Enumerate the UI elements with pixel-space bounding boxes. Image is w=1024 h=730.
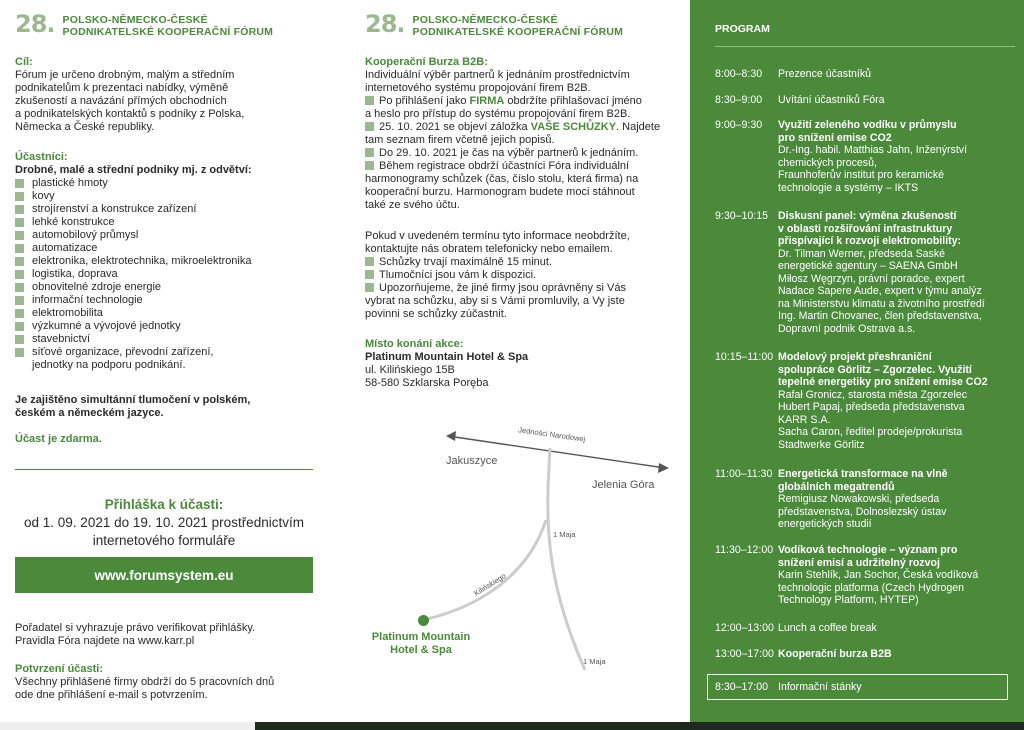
program-line: Hubert Papaj, předseda představenstva <box>778 401 965 413</box>
program-heading: PROGRAM <box>715 23 770 35</box>
ucastnici-heading: Účastníci: <box>15 151 68 163</box>
program-line: energetické agentury – SAENA GmbH <box>778 260 958 272</box>
list-item: stavebnictví <box>15 333 315 346</box>
cil-line: a podnikatelských kontaktů s podniky z Polska, <box>15 108 245 120</box>
program-time: 11:30–12:00 <box>715 544 774 556</box>
program-line: technologic platforma (Czech Hydrogen <box>778 581 965 594</box>
organizer-note: Pořadatel si vyhrazuje právo verifikovat přihlášky. Pravidla Fóra najdete na www.karr.pl <box>15 622 256 647</box>
program-line: Lunch a coffee break <box>778 622 877 634</box>
contact-section: Pokud v uvedeném termínu tyto informace neobdržíte, kontaktujte nás obratem telefonicky nebo emailem. Schůzky trvají maximálně 15 minut. Tlumočníci jsou vám k dispozici. Upozorňujeme, že jiné firmy jsou oprávněny si Vás vybrat na schůzku, aby si s Vámi promluvily, a Vy jste povinni se schůzky zúčastnit. <box>365 230 680 321</box>
program-description <box>778 351 1015 451</box>
venue-heading: Místo konání akce: <box>365 338 464 350</box>
forum-title: POLSKO-NĚMECKO-ČESKÉ PODNIKATELSKÉ KOOPERAČNÍ FÓRUM <box>62 14 274 38</box>
burza-point: 25. 10. 2021 se objeví záložka VAŠE SCHŮZKY. Najdete <box>365 121 680 134</box>
program-line: Energetická transformace na vlně <box>778 468 948 480</box>
map-hotel-label: Platinum Mountain Hotel & Spa <box>371 631 471 656</box>
program-line: Sacha Caron, ředitel prodeje/prokurista <box>778 426 963 438</box>
road-label-1maja: 1 Maja <box>553 530 576 539</box>
program-line: Stadtwerke Görlitz <box>778 438 865 451</box>
program-line: tepelné energetiky pro snížení emise CO2 <box>778 376 988 388</box>
program-line: Kooperační burza B2B <box>778 648 892 660</box>
cil-line: podnikatelům k prezentaci nabídky, výměně <box>15 82 229 94</box>
list-item: plastické hmoty <box>15 177 315 190</box>
bottom-bar <box>0 722 1024 730</box>
program-line: Dr. Tilman Werner, předseda Saské <box>778 247 946 260</box>
program-panel <box>690 0 1024 722</box>
confirmation-section: Potvrzení účasti: Všechny přihlášené firmy obdrží do 5 pracovních dnů ode dne přihlášení e-mail s potvrzením. <box>15 663 315 702</box>
program-line: energetických studií <box>778 518 872 530</box>
program-line: Karin Stehlík, Jan Sochor, Česká vodíková <box>778 569 979 581</box>
program-line: Diskusní panel: výměna zkušeností <box>778 210 957 222</box>
program-line: chemických procesů, <box>778 156 877 169</box>
program-line: v oblasti rozšiřování infrastruktury <box>778 222 953 235</box>
list-item: automatizace <box>15 242 315 255</box>
program-line: Modelový projekt přeshraniční <box>778 351 932 363</box>
program-item <box>715 351 1015 451</box>
program-time: 8:30–9:00 <box>715 94 763 106</box>
program-time: 8:00–8:30 <box>715 68 763 80</box>
website-button[interactable]: www.forumsystem.eu <box>15 557 313 593</box>
program-line: na Ministerstvu klimatu a životního prostředí <box>778 297 985 310</box>
burza-heading: Kooperační Burza B2B: <box>365 56 488 68</box>
program-item <box>715 94 1015 107</box>
divider <box>15 469 313 470</box>
program-line: Remigiusz Nowakowski, předseda <box>778 493 940 505</box>
list-item: elektromobilita <box>15 307 315 320</box>
sector-list <box>15 177 315 372</box>
cil-line: Fórum je určeno drobným, malým a středním <box>15 69 235 81</box>
contact-point: Upozorňujeme, že jiné firmy jsou oprávněny si Vás <box>365 282 680 295</box>
program-description <box>778 94 1015 107</box>
program-line: Fraunhoferův institut pro keramické <box>778 169 945 181</box>
list-item: strojírenství a konstrukce zařízení <box>15 203 315 216</box>
burza-point: Do 29. 10. 2021 je čas na výběr partnerů k jednáním. <box>365 147 680 160</box>
program-description <box>778 68 1015 81</box>
program-description <box>778 622 1015 635</box>
road-kilinskiego <box>423 520 546 620</box>
program-item <box>715 119 1015 194</box>
venue-section <box>365 338 680 390</box>
contact-point: Tlumočníci jsou vám k dispozici. <box>365 269 680 282</box>
program-line: Technology Platform, HYTEP) <box>778 594 919 606</box>
list-item: logistika, doprava <box>15 268 315 281</box>
list-item: síťové organizace, převodní zařízení, jednotky na podporu podnikání. <box>15 346 315 372</box>
program-item <box>715 210 1015 335</box>
program-line: Dr.-Ing. habil. Matthias Jahn, Inženýrství <box>778 144 968 156</box>
town-jakuszyce: Jakuszyce <box>446 455 498 467</box>
program-time: 13:00–17:00 <box>715 648 774 660</box>
ucastnici-subheading: Drobné, malé a střední podniky mj. z odvětví: <box>15 164 252 176</box>
program-description <box>778 544 1015 607</box>
list-item: obnovitelné zdroje energie <box>15 281 315 294</box>
registration-heading: Přihláška k účasti: <box>104 497 224 512</box>
program-line: KARR S.A. <box>778 413 831 426</box>
program-description <box>778 648 1015 661</box>
program-line: Uvítání účastníků Fóra <box>778 94 885 106</box>
burza-point: Po přihlášení jako FIRMA obdržíte přihlašovací jméno <box>365 95 680 108</box>
program-description <box>778 119 1015 194</box>
program-line: přispívající k rozvoji elektromobility: <box>778 235 962 247</box>
road-label-1maja-2: 1 Maja <box>583 657 606 666</box>
program-item <box>715 622 1015 635</box>
program-item <box>715 544 1015 607</box>
program-line: představenstva, Dolnoslezský ústav <box>778 505 947 518</box>
header-left <box>15 12 273 38</box>
program-line: pro snížení emise CO2 <box>778 131 892 144</box>
divider <box>715 46 1015 47</box>
program-line: Rafał Gronicz, starosta města Zgorzelec <box>778 388 967 401</box>
program-item <box>715 68 1015 81</box>
venue-street: ul. Kilińskiego 15B <box>365 364 455 376</box>
list-item: informační technologie <box>15 294 315 307</box>
info-stands-box <box>707 674 1008 700</box>
edition-number: 28. <box>365 10 405 38</box>
program-time: 9:30–10:15 <box>715 210 769 222</box>
list-item: elektronika, elektrotechnika, mikroelektronika <box>15 255 315 268</box>
list-item: výzkumné a vývojové jednotky <box>15 320 315 333</box>
list-item: automobilový průmysl <box>15 229 315 242</box>
cil-line: zkušeností a navázání přímých obchodních <box>15 95 227 107</box>
venue-city: 58-580 Szklarska Poręba <box>365 377 489 389</box>
program-time: 12:00–13:00 <box>715 622 774 634</box>
burza-point: Během registrace obdrží účastníci Fóra individuální <box>365 160 680 173</box>
ucastnici-section <box>15 151 315 372</box>
road-1maja <box>548 448 585 670</box>
program-item <box>715 468 1015 531</box>
header-middle <box>365 12 623 38</box>
contact-point: Schůzky trvají maximálně 15 minut. <box>365 256 680 269</box>
free-note: Účast je zdarma. <box>15 433 102 445</box>
program-line: technologie a systémy – IKTS <box>778 181 919 194</box>
edition-number: 28. <box>15 10 55 38</box>
program-line: globálních megatrendů <box>778 480 895 493</box>
program-time: 8:30–17:00 <box>715 681 769 693</box>
confirmation-heading: Potvrzení účasti: <box>15 663 104 675</box>
program-time: 9:00–9:30 <box>715 119 763 131</box>
hotel-marker-icon <box>418 615 429 626</box>
program-time: 11:00–11:30 <box>715 468 773 480</box>
program-line: Vodíková technologie – význam pro <box>778 544 958 556</box>
program-line: spolupráce Görlitz – Zgorzelec. Využití <box>778 363 972 376</box>
program-description <box>778 210 1015 335</box>
arrow-left-icon <box>446 431 456 441</box>
program-line: Informační stánky <box>778 681 862 693</box>
program-item <box>715 648 1015 661</box>
program-description <box>778 468 1015 531</box>
road-label-top: Jedności Narodowej <box>517 425 586 444</box>
program-time: 10:15–11:00 <box>715 351 774 363</box>
registration-section: Přihláška k účasti: od 1. 09. 2021 do 19. 10. 2021 prostřednictvím internetového formuláře <box>15 496 313 550</box>
forum-title: POLSKO-NĚMECKO-ČESKÉ PODNIKATELSKÉ KOOPERAČNÍ FÓRUM <box>412 14 624 38</box>
arrow-right-icon <box>658 463 669 473</box>
interpreting-note: Je zajištěno simultánní tlumočení v polském, českém a německém jazyce. <box>15 394 251 419</box>
cil-line: Německa a České republiky. <box>15 121 155 133</box>
program-line: Využití zeleného vodíku v průmyslu <box>778 119 957 131</box>
cil-heading: Cíl: <box>15 56 33 68</box>
program-line: Ing. Martin Chovanec, člen představenstva, <box>778 310 982 322</box>
burza-section: Kooperační Burza B2B: Individuální výběr partnerů k jednáním prostřednictvím internetového systému propojování firem B2B. Po přihlášení jako FIRMA obdržíte přihlašovací jméno a heslo pro přístup do systému propojování firem B2B. 25. 10. 2021 se objeví záložka VAŠE SCHŮZKY. Najdete tam seznam firem včetně jejich popisů. Do 29. 10. 2021 je čas na výběr partnerů k jednáním. Během registrace obdrží účastníci Fóra individuální harmonogramy schůzek (čas, číslo stolu, která firma) na kooperační burzu. Harmonogram budete moci stáhnout také ze svého účtu. <box>365 56 680 212</box>
location-map <box>360 425 680 680</box>
list-item: lehké konstrukce <box>15 216 315 229</box>
road-label-kilinskiego: Kilińskiego <box>472 571 508 598</box>
program-line: Nadace Sapere Aude, expert v týmu analýz <box>778 285 982 297</box>
list-item: kovy <box>15 190 315 203</box>
program-line: Dopravní podnik Ostrava a.s. <box>778 322 916 335</box>
venue-hotel: Platinum Mountain Hotel & Spa <box>365 351 529 363</box>
town-jelenia-gora: Jelenia Góra <box>592 479 655 491</box>
cil-section <box>15 56 315 134</box>
program-line: Prezence účastníků <box>778 68 872 80</box>
program-line: Miłosz Węgrzyn, právní poradce, expert <box>778 272 965 285</box>
program-line: snížení emisí a udržitelný rozvoj <box>778 556 940 569</box>
